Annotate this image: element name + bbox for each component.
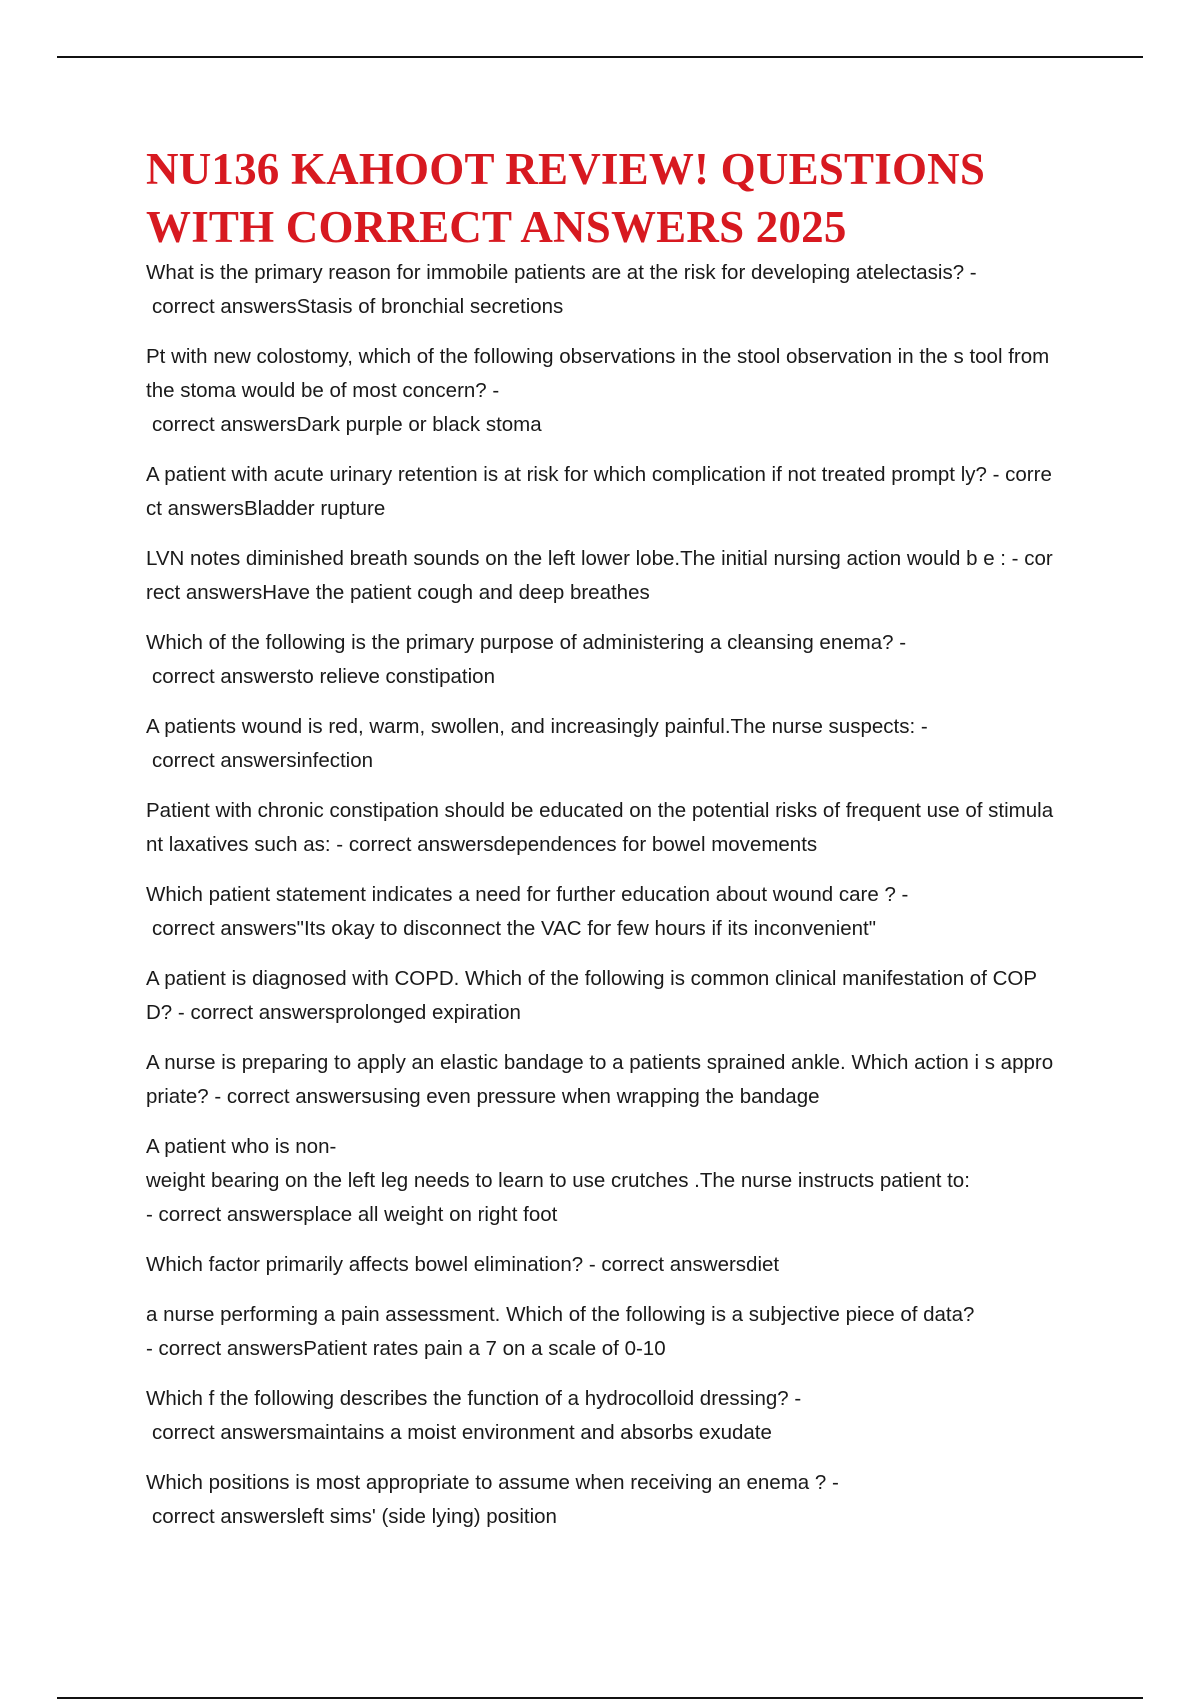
answer-text: - correct answersPatient rates pain a 7 on a scale of 0-10 <box>146 1337 666 1360</box>
question-text: A patient with acute urinary retention is at risk for which complication if not treated prompt ly? - <box>146 463 1000 486</box>
qa-item-6 <box>146 710 1058 778</box>
answer-text: correct answersinfection <box>152 749 374 772</box>
qa-item-8 <box>146 878 1058 946</box>
answer-text: correct answers"Its okay to disconnect the VAC for few hours if its inconvenient" <box>152 917 877 940</box>
answer-text: correct answersdiet <box>601 1253 780 1276</box>
question-text: Which factor primarily affects bowel elimination? - <box>146 1253 596 1276</box>
qa-item-14 <box>146 1382 1058 1450</box>
qa-item-4 <box>146 542 1058 610</box>
question-text: What is the primary reason for immobile patients are at the risk for developing atelectasis? - <box>146 261 977 284</box>
question-text: A nurse is preparing to apply an elastic bandage to a patients sprained ankle. Which action i s appropriate? - <box>146 1051 1054 1108</box>
top-rule <box>57 56 1143 58</box>
title-line-1: NU136 KAHOOT REVIEW! QUESTIONS <box>146 144 986 194</box>
qa-item-11 <box>146 1130 1058 1232</box>
question-text: Pt with new colostomy, which of the following observations in the stool observation in the s tool from the stoma would be of most concern? - <box>146 345 1050 402</box>
answer-text: correct answersdependences for bowel movements <box>348 833 818 856</box>
answer-text: correct answersDark purple or black stoma <box>152 413 542 436</box>
bottom-rule <box>57 1697 1143 1699</box>
question-text: a nurse performing a pain assessment. Which of the following is a subjective piece of data? <box>146 1303 975 1326</box>
qa-item-15 <box>146 1466 1058 1534</box>
answer-text: correct answersBladder rupture <box>146 463 1052 520</box>
question-text: A patients wound is red, warm, swollen, and increasingly painful.The nurse suspects: - <box>146 715 928 738</box>
question-text-part-2: weight bearing on the left leg needs to learn to use crutches .The nurse instructs patient to: <box>146 1169 970 1192</box>
qa-item-12 <box>146 1248 1058 1282</box>
qa-item-10 <box>146 1046 1058 1114</box>
answer-text: correct answersleft sims' (side lying) position <box>152 1505 557 1528</box>
answer-text: correct answersmaintains a moist environment and absorbs exudate <box>152 1421 772 1444</box>
qa-item-2 <box>146 340 1058 442</box>
answer-text: correct answersto relieve constipation <box>152 665 495 688</box>
question-text: Which patient statement indicates a need for further education about wound care ? - <box>146 883 909 906</box>
document-title <box>146 140 1058 256</box>
answer-text: - correct answersplace all weight on right foot <box>146 1203 558 1226</box>
qa-item-13 <box>146 1298 1058 1366</box>
qa-item-1 <box>146 256 1058 324</box>
question-text: A patient is diagnosed with COPD. Which of the following is common clinical manifestation of COPD? - <box>146 967 1038 1024</box>
question-text-part-1: A patient who is non- <box>146 1135 337 1158</box>
answer-text: correct answersStasis of bronchial secretions <box>152 295 564 318</box>
qa-item-5 <box>146 626 1058 694</box>
qa-item-7 <box>146 794 1058 862</box>
question-text: Which of the following is the primary purpose of administering a cleansing enema? - <box>146 631 907 654</box>
question-text: Which f the following describes the function of a hydrocolloid dressing? - <box>146 1387 802 1410</box>
answer-text: correct answersprolonged expiration <box>190 1001 521 1024</box>
question-text: LVN notes diminished breath sounds on the left lower lobe.The initial nursing action would b e : - <box>146 547 1019 570</box>
answer-text: correct answersusing even pressure when wrapping the bandage <box>226 1085 820 1108</box>
answer-text: correct answersHave the patient cough and deep breathes <box>146 547 1053 604</box>
qa-item-3 <box>146 458 1058 526</box>
qa-item-9 <box>146 962 1058 1030</box>
title-line-2: WITH CORRECT ANSWERS 2025 <box>146 202 847 252</box>
document-body <box>146 140 1058 1550</box>
question-text: Which positions is most appropriate to assume when receiving an enema ? - <box>146 1471 839 1494</box>
question-text: Patient with chronic constipation should be educated on the potential risks of frequent use of stimulant laxatives such as: - <box>146 799 1054 856</box>
